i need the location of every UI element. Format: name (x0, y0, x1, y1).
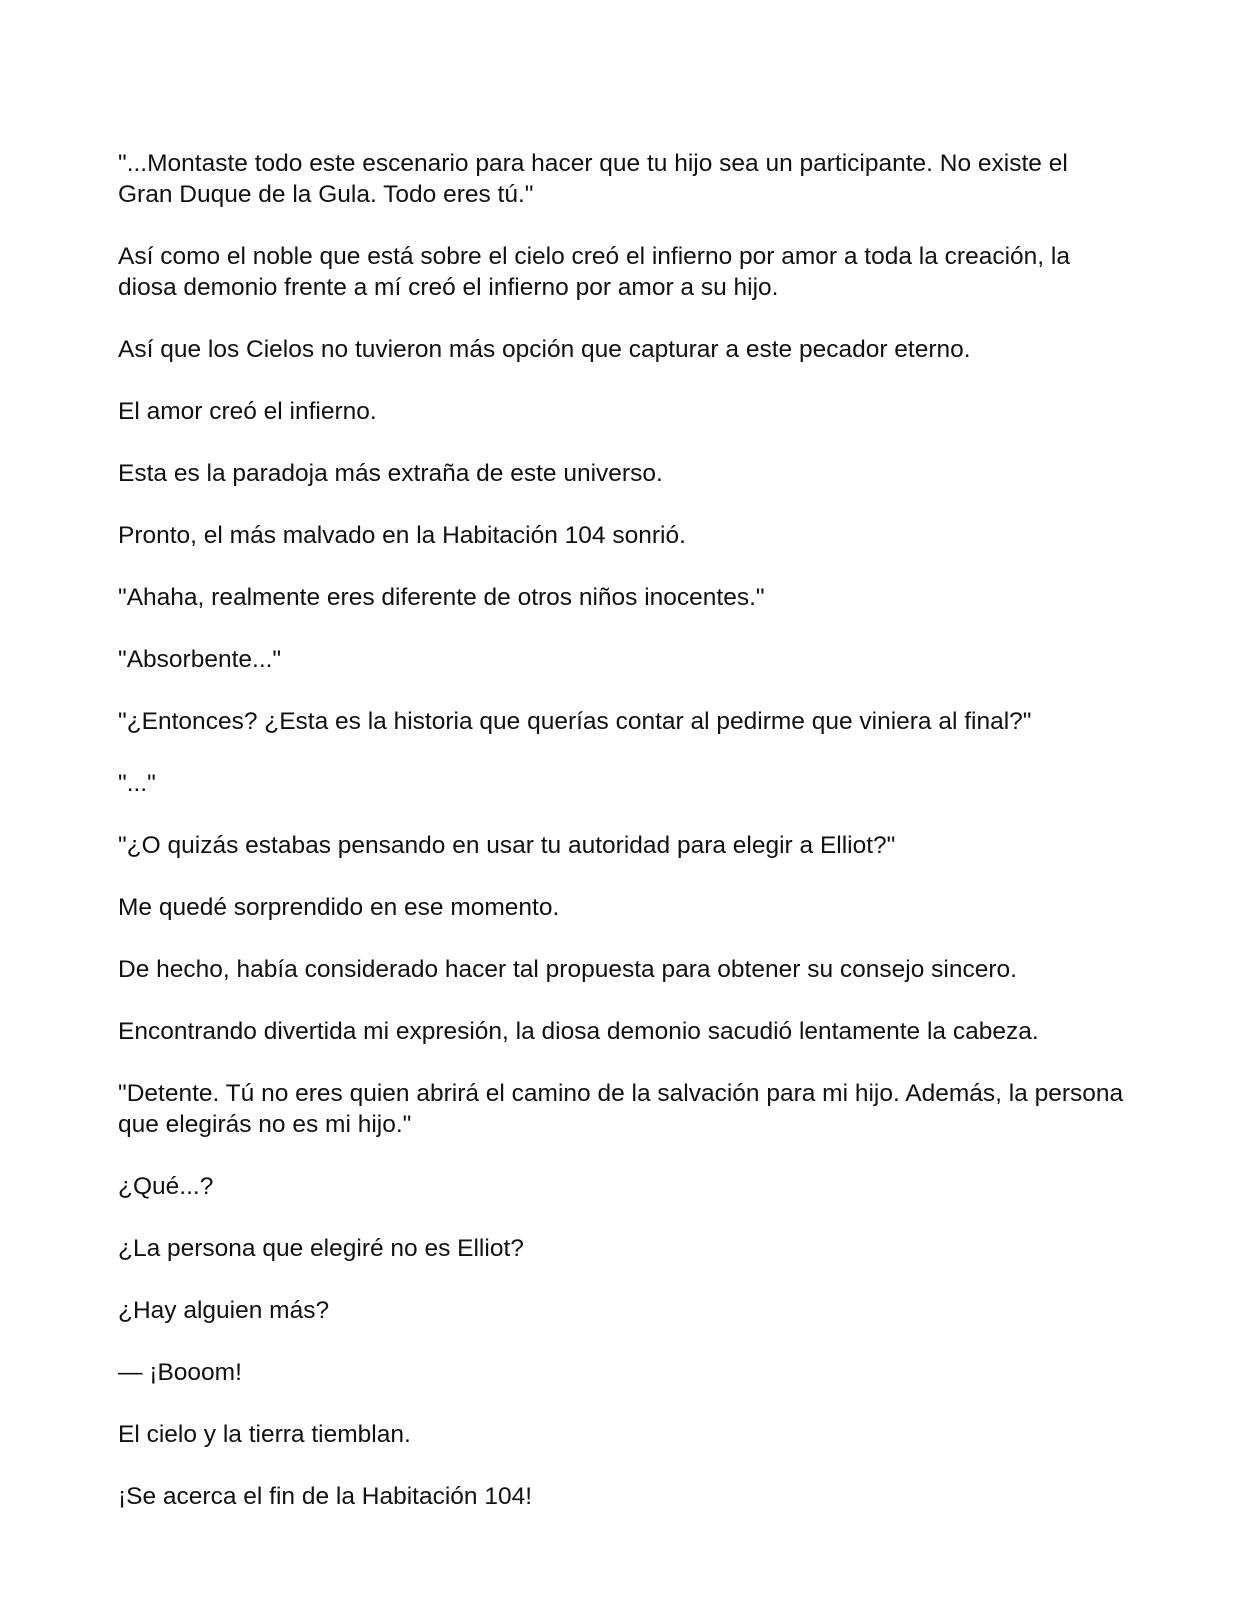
paragraph-8: "Absorbente..." (118, 646, 282, 673)
paragraph-6: Pronto, el más malvado en la Habitación 104 sonrió. (118, 522, 686, 549)
paragraph-1: "...Montaste todo este escenario para hacer que tu hijo sea un participante. No existe el Gran Duque de la Gula. Todo eres tú." (118, 150, 1068, 208)
paragraph-14: Encontrando divertida mi expresión, la diosa demonio sacudió lentamente la cabeza. (118, 1018, 1039, 1045)
paragraph-12: Me quedé sorprendido en ese momento. (118, 894, 560, 921)
paragraph-21: ¡Se acerca el fin de la Habitación 104! (118, 1483, 533, 1510)
paragraph-5: Esta es la paradoja más extraña de este universo. (118, 460, 663, 487)
paragraph-9: "¿Entonces? ¿Esta es la historia que querías contar al pedirme que viniera al final?" (118, 708, 1032, 735)
paragraph-17: ¿La persona que elegiré no es Elliot? (118, 1235, 524, 1262)
paragraph-13: De hecho, había considerado hacer tal propuesta para obtener su consejo sincero. (118, 956, 1017, 983)
paragraph-16: ¿Qué...? (118, 1173, 214, 1200)
paragraph-10: "..." (118, 770, 156, 797)
paragraph-7: "Ahaha, realmente eres diferente de otros niños inocentes." (118, 584, 765, 611)
paragraph-20: El cielo y la tierra tiemblan. (118, 1421, 411, 1448)
document-body (118, 148, 1128, 1512)
paragraph-2: Así como el noble que está sobre el cielo creó el infierno por amor a toda la creación, la diosa demonio frente a mí creó el infierno por amor a su hijo. (118, 243, 1070, 301)
paragraph-3: Así que los Cielos no tuvieron más opción que capturar a este pecador eterno. (118, 336, 971, 363)
paragraph-4: El amor creó el infierno. (118, 398, 377, 425)
paragraph-19: — ¡Booom! (118, 1359, 242, 1386)
paragraph-11: "¿O quizás estabas pensando en usar tu autoridad para elegir a Elliot?" (118, 832, 896, 859)
paragraph-15: "Detente. Tú no eres quien abrirá el camino de la salvación para mi hijo. Además, la persona que elegirás no es mi hijo." (118, 1080, 1124, 1138)
paragraph-18: ¿Hay alguien más? (118, 1297, 330, 1324)
